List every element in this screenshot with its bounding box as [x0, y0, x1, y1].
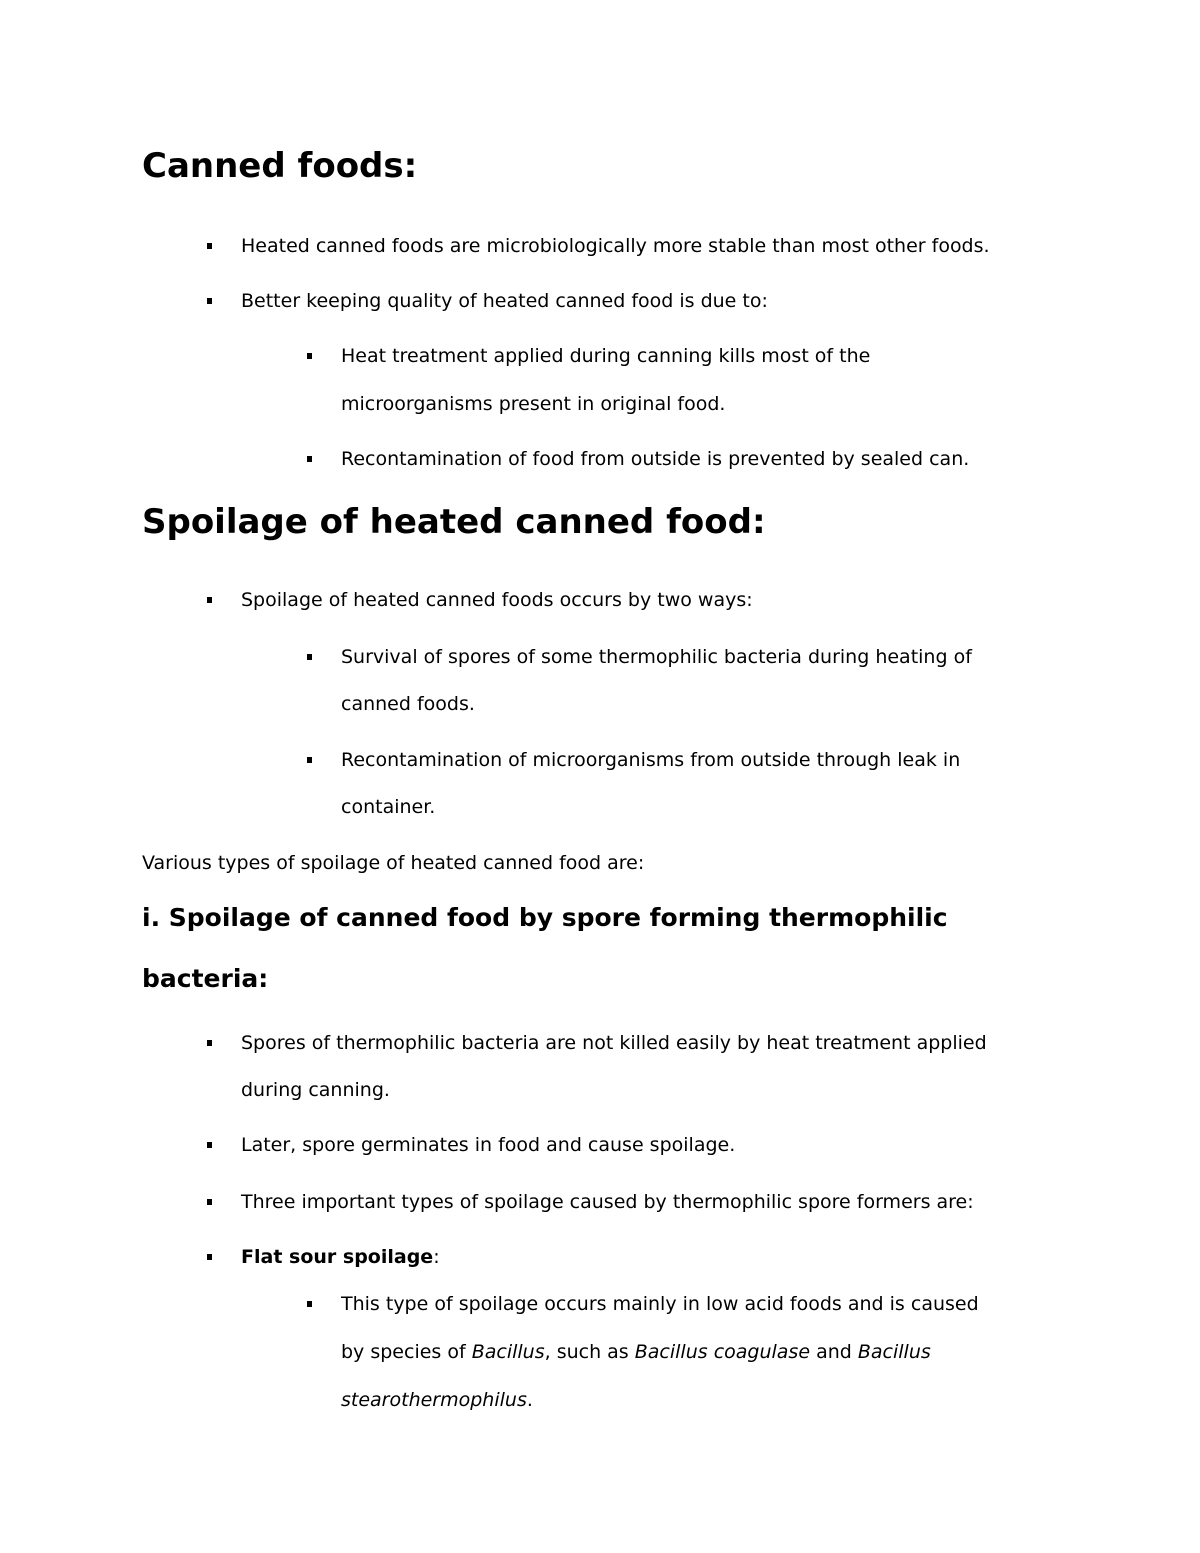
- list-item: Better keeping quality of heated canned food is due to:: [241, 290, 768, 312]
- list-item-continuation: microorganisms present in original food.: [341, 393, 726, 415]
- list-item-continuation: canned foods.: [341, 693, 475, 715]
- heading-thermophilic-continuation: bacteria:: [142, 964, 269, 993]
- heading-thermophilic: i. Spoilage of canned food by spore forming thermophilic: [142, 903, 948, 932]
- bullet-icon: [307, 456, 312, 462]
- bullet-icon: [207, 1040, 212, 1046]
- list-item: Spoilage of heated canned foods occurs by two ways:: [241, 589, 753, 611]
- list-item-flat-sour: [241, 1245, 440, 1269]
- bullet-icon: [307, 1301, 312, 1307]
- species-name: Bacillus: [857, 1341, 931, 1363]
- list-item-continuation: [341, 1388, 533, 1412]
- list-item: Spores of thermophilic bacteria are not killed easily by heat treatment applied: [241, 1032, 987, 1054]
- list-item-continuation: during canning.: [241, 1079, 390, 1101]
- list-item: This type of spoilage occurs mainly in low acid foods and is caused: [341, 1293, 979, 1315]
- list-item: Later, spore germinates in food and cause spoilage.: [241, 1134, 736, 1156]
- text-run: , such as: [544, 1341, 635, 1363]
- list-item-continuation: container.: [341, 796, 436, 818]
- species-name: Bacillus coagulase: [634, 1341, 811, 1363]
- bullet-icon: [307, 757, 312, 763]
- list-item-continuation: [341, 1340, 931, 1364]
- list-item: Recontamination of microorganisms from outside through leak in: [341, 749, 961, 771]
- heading-spoilage: Spoilage of heated canned food:: [142, 502, 766, 542]
- species-name: Bacillus: [471, 1341, 545, 1363]
- list-item: Heated canned foods are microbiologically more stable than most other foods.: [241, 235, 990, 257]
- bullet-icon: [307, 654, 312, 660]
- species-name: stearothermophilus: [341, 1389, 527, 1411]
- text-run: .: [526, 1389, 533, 1411]
- list-item: Recontamination of food from outside is prevented by sealed can.: [341, 448, 970, 470]
- bullet-icon: [207, 298, 212, 304]
- list-item: Survival of spores of some thermophilic bacteria during heating of: [341, 646, 972, 668]
- flat-sour-colon: :: [433, 1246, 440, 1268]
- bullet-icon: [207, 1142, 212, 1148]
- heading-canned-foods: Canned foods:: [142, 146, 418, 186]
- paragraph: Various types of spoilage of heated canned food are:: [142, 852, 645, 874]
- list-item: Heat treatment applied during canning kills most of the: [341, 345, 871, 367]
- bullet-icon: [207, 1254, 212, 1260]
- bullet-icon: [207, 1199, 212, 1205]
- text-run: by species of: [341, 1341, 472, 1363]
- bullet-icon: [207, 597, 212, 603]
- list-item: Three important types of spoilage caused by thermophilic spore formers are:: [241, 1191, 974, 1213]
- bullet-icon: [307, 353, 312, 359]
- text-run: and: [810, 1341, 858, 1363]
- flat-sour-label: Flat sour spoilage: [241, 1246, 434, 1268]
- bullet-icon: [207, 243, 212, 249]
